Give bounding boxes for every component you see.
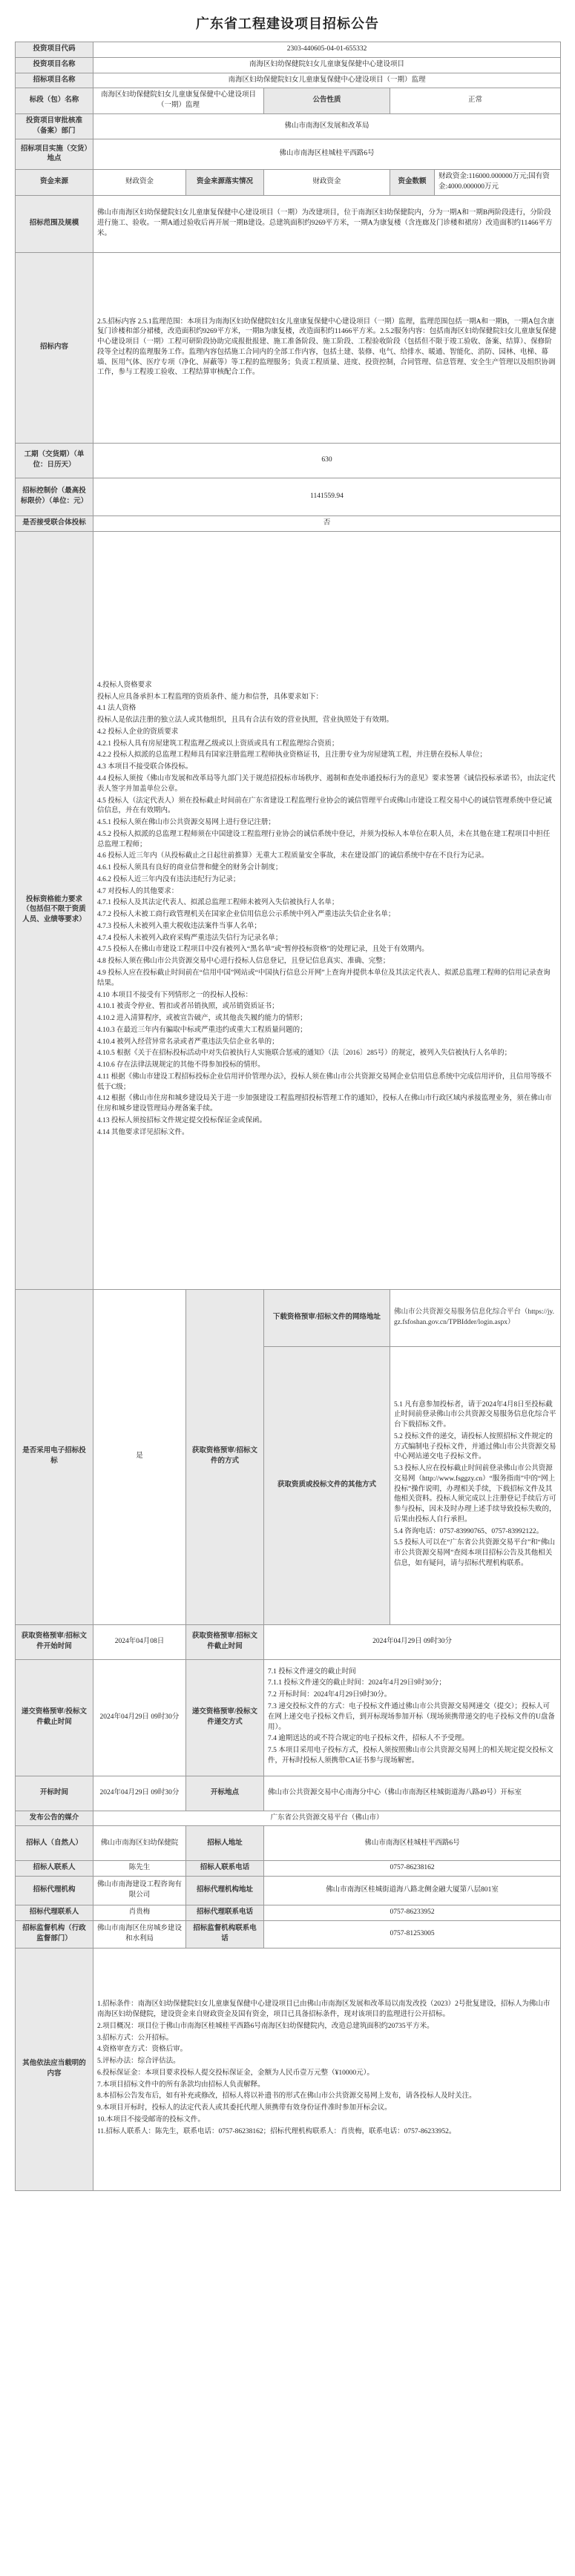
other-method-label: 获取资质或投标文件的其他方式 — [264, 1346, 390, 1624]
qualification-paragraph: 4.3 本项目不接受联合体投标。 — [97, 763, 193, 771]
doc-end: 2024年04月29日 09时30分 — [264, 1624, 561, 1659]
e-tender-label: 是否采用电子招标投标 — [16, 1289, 93, 1624]
other-text — [93, 1948, 561, 2190]
download-address-link[interactable]: 佛山市公共资源交易服务信息化综合平台（https://jy.gz.fsfoshan.gov.cn/TPBIdder/login.aspx） — [390, 1289, 561, 1346]
other-method-paragraph: 5.2 投标文件的递交，请投标人按照招标文件规定的方式编制电子投标文件，并通过佛山市公共资源交易中心网站递交电子投标文件。 — [394, 1432, 556, 1461]
agency-label: 招标代理机构 — [16, 1877, 93, 1905]
doc-end-label: 获取资格预审/招标文件截止时间 — [186, 1624, 264, 1659]
qualification-label: 投标资格能力要求（包括但不限于资质人员、业绩等要求） — [16, 531, 93, 1289]
tenderer-phone: 0757-86238162 — [264, 1861, 561, 1877]
other-method-list — [394, 1400, 556, 1569]
tenderer-phone-label: 招标人联系电话 — [186, 1861, 264, 1877]
qualification-paragraph: 4.2 投标人企业的资质要求 — [97, 728, 179, 736]
qualification-paragraph: 4.8 投标人须在佛山市公共资源交易中心进行投标人信息登记，且登记信息真实、准确、完整； — [97, 958, 390, 966]
project-name-label: 投资项目名称 — [16, 57, 93, 73]
submit-method-paragraph: 7.5 本项目采用电子投标方式，投标人须按照佛山市公共资源交易网上的相关规定提交投标文件，开标时投标人须携带CA证书参与现场解密。 — [268, 1747, 553, 1765]
fund-source: 财政资金 — [93, 170, 186, 196]
qualification-paragraph: 4.13 投标人须按招标文件规定提交投标保证金或保函。 — [97, 1116, 267, 1124]
qualification-paragraph: 4.2.2 投标人拟派的总监理工程师具有国家注册监理工程师执业资格证书，且注册专业为房屋建筑工程，并注册在投标人单位； — [97, 751, 487, 760]
qualification-paragraph: 4.2.1 投标人具有房屋建筑工程监理乙级或以上资质或具有工程监理综合资质； — [97, 739, 339, 748]
qualification-paragraph: 4.7.4 投标人未被列入政府采购严重违法失信行为记录名单； — [97, 934, 283, 942]
agency-address-label: 招标代理机构地址 — [186, 1877, 264, 1905]
other-label: 其他依法应当载明的内容 — [16, 1948, 93, 2190]
investment: 财政资金:116000.000000万元;国有资金:4000.000000万元 — [435, 170, 561, 196]
agency-address: 佛山市南海区桂城街道海八路北侧金融大厦第八层801室 — [264, 1877, 561, 1905]
open-time: 2024年04月29日 09时30分 — [93, 1776, 186, 1811]
qualification-paragraph: 4.1 法人资格 — [97, 705, 137, 713]
project-site: 佛山市南海区桂城桂平西路6号 — [93, 139, 561, 170]
section-name: 南海区妇幼保健院妇女儿童康复保健中心建设项目（一期）监理 — [93, 88, 264, 114]
submit-method-paragraph: 7.3 递交投标文件的方式：电子投标文件通过佛山市公共资源交易网递交（提交）；投标人可在网上递交电子投标文件后，到开标现场参加开标（现场须携带递交的电子投标文件的U盘备用）。 — [268, 1703, 555, 1731]
qualification-paragraph: 4.10.5 根据《关于在招标投标活动中对失信被执行人实施联合惩戒的通知》（法〔2016〕285号）的规定，被列入失信被执行人名单的； — [97, 1050, 512, 1058]
tenderer-contact-label: 招标人联系人 — [16, 1861, 93, 1877]
qualification-paragraph: 4.14 其他要求详见招标文件。 — [97, 1128, 189, 1136]
open-time-label: 开标时间 — [16, 1776, 93, 1811]
download-addr-label: 下载资格预审/招标文件的网络地址 — [264, 1289, 390, 1346]
other-paragraph: 6.投标保证金：本项目要求投标人提交投标保证金，金额为人民币壹万元整（¥10000元）。 — [97, 2069, 374, 2077]
other-paragraph: 3.招标方式：公开招标。 — [97, 2034, 174, 2042]
public-nature-label: 公告性质 — [264, 88, 390, 114]
submit-deadline: 2024年04月29日 09时30分 — [93, 1659, 186, 1776]
qualification-paragraph: 4.7 对投标人的其他要求： — [97, 887, 179, 895]
other-paragraph: 10.本项目不接受邮寄的投标文件。 — [97, 2116, 205, 2124]
other-method-paragraph: 5.5 投标人可以在“广东省公共资源交易平台”和“佛山市公共资源交易网”查阅本项目招标公告及其他相关信息，如有疑问，请与招标代理机构联系。 — [394, 1539, 555, 1568]
submit-method-paragraph: 7.1 投标文件递交的截止时间 — [268, 1667, 356, 1676]
submit-method-paragraph: 7.2 开标时间：2024年4月29日9时30分。 — [268, 1691, 392, 1699]
tender-project-name-label: 招标项目名称 — [16, 73, 93, 88]
section-name-label: 标段（包）名称 — [16, 88, 93, 114]
project-name: 南海区妇幼保健院妇女儿童康复保健中心建设项目 — [93, 57, 561, 73]
qualification-paragraph: 4.12 根据《佛山市住房和城乡建设局关于进一步加强建设工程监理招投标管理工作的通知》，投标人在佛山市行政区域内承接监理业务，须在佛山市住房和城乡建设管理局办理备案手续。 — [97, 1095, 552, 1113]
investment-approver-label: 投资项目审批核准（备案）部门 — [16, 113, 93, 139]
qualification-paragraph: 4.6 投标人近三年内（从投标截止之日起往前推算）无重大工程质量安全事故，未在建设部门的诚信系统中存在不良行为记录。 — [97, 852, 489, 860]
qualification-paragraph: 4.4 投标人须按《佛山市发展和改革局等九部门关于规范招投标市场秩序、遏制和查处串通投标行为的意见》要求签署《诚信投标承诺书》，由法定代表人签字并加盖单位公章。 — [97, 774, 556, 793]
open-place: 佛山市公共资源交易中心南海分中心（佛山市南海区桂城街道海八路49号）开标室 — [264, 1776, 561, 1811]
qualification-paragraph: 4.5.1 投标人须在佛山市公共资源交易网上进行登记注册； — [97, 819, 275, 827]
supervisor-phone: 0757-81253005 — [264, 1920, 561, 1948]
get-docs-method-label: 获取资格预审/招标文件的方式 — [186, 1289, 264, 1624]
qualification-paragraph: 4.7.2 投标人未被工商行政管理机关在国家企业信用信息公示系统中列入严重违法失信企业名单； — [97, 911, 395, 919]
submit-method-label: 递交资格预审/投标文件递交方式 — [186, 1659, 264, 1776]
duration-label: 工期（交货期）（单位：日历天） — [16, 443, 93, 478]
qualification-paragraph: 投标人是依法注册的独立法人或其他组织，且具有合法有效的营业执照，营业执照处于有效期。 — [97, 717, 394, 725]
qualification-paragraph: 4.7.3 投标人未被列入重大税收违法案件当事人名单； — [97, 922, 261, 930]
tenderer-address: 佛山市南海区桂城桂平西路6号 — [264, 1826, 561, 1861]
qualification-paragraph: 4.7.1 投标人及其法定代表人、拟派总监理工程师未被列入失信被执行人名单； — [97, 899, 339, 907]
publish-media-label: 发布公告的媒介 — [16, 1811, 93, 1826]
supervisor-phone-label: 招标监督机构联系电话 — [186, 1920, 264, 1948]
fund-implemented-label: 资金来源落实情况 — [186, 170, 264, 196]
notice-table — [15, 42, 561, 2191]
qualification-paragraph: 投标人应具备承担本工程监理的资质条件、能力和信誉，具体要求如下： — [97, 693, 323, 701]
public-nature: 正常 — [390, 88, 561, 114]
other-paragraph: 7.本项目招标文件中的所有条款均由招标人负责解释。 — [97, 2081, 265, 2089]
agency: 佛山市南海建设工程咨询有限公司 — [93, 1877, 186, 1905]
qualification-paragraph: 4.6.1 投标人须具有良好的商业信誉和健全的财务会计制度； — [97, 864, 283, 872]
content: 2.5.招标内容 2.5.1监理范围：本项目为南海区妇幼保健院妇女儿童康复保健中心建设项目（一期）监理，监理范围包括一期A和一期B，一期A包含康复门诊楼和部分裙楼，改造面积约9269平方米，一期B为康复楼，改造面积约11466平方米。2.5.2服务内容：包括南海区妇幼保健院妇女儿童康复保健中心建设项目（一期）工程可研阶段协助完成报批报建、施工准备阶段、施工阶段、工程验收阶段（包括但不限于竣工验收、备案、结算）、保修阶段等全过程的监理服务工作。监理内容包括施工合同内的全部工作内容，包括土建、装修、电气、给排水、暖通、智能化、消防、园林、电梯、幕墙、医用气体、医疗专项（净化、屏蔽等）等工程的监理服务；负责工程质量、进度、投资控制，合同管理、信息管理、安全生产管理以及组织协调工作，参与工程竣工验收、工程结算审核配合工作。 — [93, 252, 561, 443]
submit-method-paragraph: 7.1.1 投标文件递交的截止时间：2024年4月29日9时30分； — [268, 1679, 446, 1687]
consortium-label: 是否接受联合体投标 — [16, 515, 93, 531]
project-code-label: 投资项目代码 — [16, 42, 93, 58]
investment-approver: 佛山市南海区发展和改革局 — [93, 113, 561, 139]
qualification-paragraph: 4.5.2 投标人拟派的总监理工程师须在中国建设工程监理行业协会的诚信系统中登记，并须为投标人本单位在职人员，未在其他在建工程项目中担任总监理工程师； — [97, 830, 551, 849]
tenderer-label: 招标人（自然人） — [16, 1826, 93, 1861]
other-method-paragraph: 5.3 投标人应在投标截止时间前登录佛山市公共资源交易网（http://www.fsggzy.cn）“服务指南”中的“网上投标”操作说明，办理相关手续，下载招标文件及其他相关资料。投标人须完成以上注册登记手续后方可参与投标，因未及时办理上述手续导致投标失败的，后果由投标人自行承担。 — [394, 1465, 556, 1523]
publish-media: 广东省公共资源交易平台（佛山市） — [93, 1811, 561, 1826]
other-paragraph: 11.招标人联系人：陈先生，联系电话：0757-86238162；招标代理机构联系人：肖贵梅，联系电话：0757-86233952。 — [97, 2127, 456, 2135]
qualification-paragraph: 4.10.3 在最近三年内有骗取中标或严重违约或重大工程质量问题的； — [97, 1026, 307, 1034]
project-site-label: 招标项目实施（交货）地点 — [16, 139, 93, 170]
qualification-paragraph: 4.11 根据《佛山市建设工程招标投标企业信用评价管理办法》，投标人须在佛山市公共资源交易网企业信用信息系统中完成信用评价，且信用等级不低于C级； — [97, 1073, 552, 1091]
submit-method-text — [264, 1659, 561, 1776]
tenderer: 佛山市南海区妇幼保健院 — [93, 1826, 186, 1861]
doc-start-label: 获取资格预审/招标文件开始时间 — [16, 1624, 93, 1659]
qualification-paragraph: 4.10 本项目不接受有下列情形之一的投标人投标： — [97, 991, 253, 999]
agency-contact: 肖贵梅 — [93, 1905, 186, 1921]
other-paragraph: 2.项目概况：项目位于佛山市南海区桂城桂平西路6号南海区妇幼保健院内，改造总建筑面积约20735平方米。 — [97, 2022, 434, 2030]
qualification-paragraph: 4.5 投标人（法定代表人）须在投标截止时间前在广东省建设工程监理行业协会的诚信管理平台或佛山市建设工程交易中心的诚信管理系统中登记诚信信息，并在有效期内。 — [97, 797, 552, 815]
ceiling-label: 招标控制价（最高投标限价）（单位：元） — [16, 478, 93, 515]
other-method-paragraph: 5.1 凡有意参加投标者，请于2024年4月8日至投标截止时间前登录佛山市公共资源交易服务信息化综合平台下载招标文件。 — [394, 1400, 556, 1429]
other-list — [97, 2000, 556, 2137]
consortium: 否 — [93, 515, 561, 531]
qualification-paragraph: 4.10.2 进入清算程序，或被宣告破产，或其他丧失履约能力的情形； — [97, 1015, 307, 1023]
qualification-paragraph: 4.9 投标人应在投标截止时间前在“信用中国”网站或“中国执行信息公开网”上查询并提供本单位及其法定代表人、拟派总监理工程师的信用记录查询结果。 — [97, 969, 551, 987]
duration: 630 — [93, 443, 561, 478]
supervisor-label: 招标监督机构（行政监督部门） — [16, 1920, 93, 1948]
project-code: 2303-440605-04-01-655332 — [93, 42, 561, 58]
qualification-paragraph: 4.10.1 被责令停业、暂扣或者吊销执照，或吊销资质证书； — [97, 1003, 279, 1011]
other-method-text — [390, 1346, 561, 1624]
scope: 佛山市南海区妇幼保健院妇女儿童康复保健中心建设项目（一期）为改建项目，位于南海区妇幼保健院内，分为一期A和一期B两阶段进行，分阶段进行施工、验收。一期A通过验收后再开展一期B建设。总建筑面积约9269平方米，一期A为康复楼（含连廊及门诊楼和裙房）改造面积约11466平方米。 — [93, 195, 561, 252]
qualification-paragraph: 4.10.6 存在法律法规规定的其他不得参加投标的情形。 — [97, 1061, 265, 1070]
tenderer-contact: 陈先生 — [93, 1861, 186, 1877]
submit-method-paragraph: 7.4 逾期送达的或不符合规定的电子投标文件，招标人不予受理。 — [268, 1735, 469, 1743]
submit-deadline-label: 递交资格预审/投标文件截止时间 — [16, 1659, 93, 1776]
other-paragraph: 1.招标条件：南海区妇幼保健院妇女儿童康复保健中心建设项目已由佛山市南海区发展和改革局以南发改投（2023）2号批复建设，招标人为佛山市南海区妇幼保健院，建设资金来自财政资金及国有资金，项目已具备招标条件，现对该项目的监理进行公开招标。 — [97, 2000, 551, 2019]
fund-source-label: 资金来源 — [16, 170, 93, 196]
other-paragraph: 9.本项目开标时，投标人的法定代表人或其委托代理人须携带有效身份证件准时参加开标会议。 — [97, 2104, 392, 2112]
supervisor: 佛山市南海区住房城乡建设和水利局 — [93, 1920, 186, 1948]
other-paragraph: 4.资格审查方式：资格后审。 — [97, 2046, 188, 2054]
qualification-paragraph: 4.7.5 投标人在佛山市建设工程项目中没有被列入“黑名单”或“暂停投标资格”的处理记录，且处于有效期内。 — [97, 946, 429, 954]
investment-label: 资金数额 — [390, 170, 435, 196]
content-label: 招标内容 — [16, 252, 93, 443]
qualification-paragraph: 4.投标人资格要求 — [97, 681, 152, 689]
doc-start: 2024年04月08日 — [93, 1624, 186, 1659]
other-paragraph: 8.本招标公告发布后，如有补充或修改，招标人将以补遗书的形式在佛山市公共资源交易网上发布，请各投标人及时关注。 — [97, 2092, 476, 2101]
qualification-list — [97, 681, 556, 1139]
qualification-paragraph: 4.10.4 被列入经营异常名录或者严重违法失信企业名单的； — [97, 1038, 279, 1046]
fund-implemented: 财政资金 — [264, 170, 390, 196]
submit-method-list — [268, 1667, 556, 1767]
other-method-paragraph: 5.4 咨询电话：0757-83990765、0757-83992122。 — [394, 1527, 544, 1535]
open-place-label: 开标地点 — [186, 1776, 264, 1811]
agency-contact-label: 招标代理联系人 — [16, 1905, 93, 1921]
agency-phone: 0757-86233952 — [264, 1905, 561, 1921]
tender-project-name: 南海区妇幼保健院妇女儿童康复保健中心建设项目（一期）监理 — [93, 73, 561, 88]
agency-phone-label: 招标代理联系电话 — [186, 1905, 264, 1921]
page-title: 广东省工程建设项目招标公告 — [196, 16, 379, 31]
ceiling: 1141559.94 — [93, 478, 561, 515]
qualification-text — [93, 531, 561, 1289]
qualification-paragraph: 4.6.2 投标人近三年内没有违法违纪行为记录； — [97, 875, 240, 883]
other-paragraph: 5.评标办法：综合评估法。 — [97, 2058, 180, 2066]
e-tender: 是 — [93, 1289, 186, 1624]
tenderer-address-label: 招标人地址 — [186, 1826, 264, 1861]
scope-label: 招标范围及规模 — [16, 195, 93, 252]
